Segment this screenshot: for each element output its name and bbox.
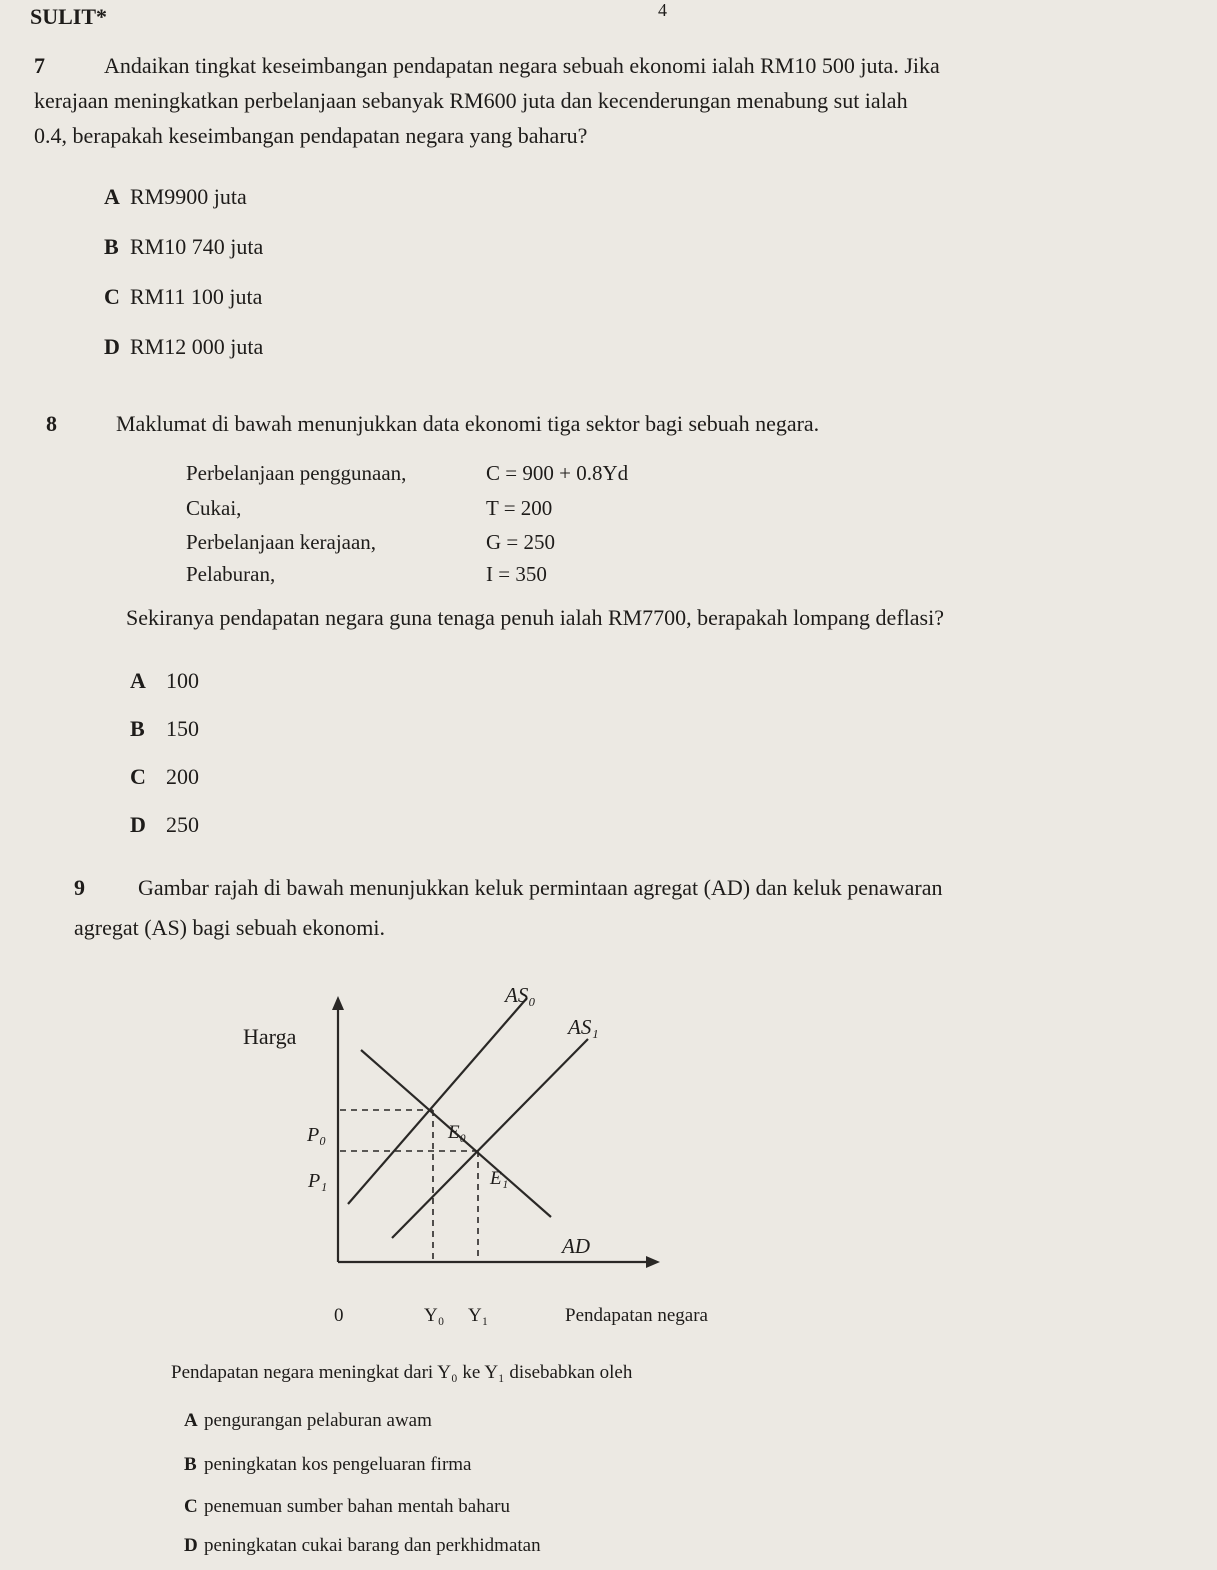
q9-option-a[interactable]: A pengurangan pelaburan awam: [184, 1410, 432, 1431]
q8-question: Sekiranya pendapatan negara guna tenaga penuh ialah RM7700, berapakah lompang deflasi?: [126, 605, 944, 630]
y1-label: Y₁: [468, 1305, 489, 1326]
x-axis-arrow-icon: [646, 1256, 660, 1268]
as0-label: AS₀: [505, 983, 536, 1007]
q8-number: 8: [46, 411, 57, 436]
q9-line2: agregat (AS) bagi sebuah ekonomi.: [74, 915, 385, 940]
q8-stem: 8 Maklumat di bawah menunjukkan data ekonomi tiga sektor bagi sebuah negara.: [46, 406, 819, 441]
q7-line1: 7 Andaikan tingkat keseimbangan pendapatan negara sebuah ekonomi ialah RM10 500 juta. Jika: [34, 48, 940, 83]
q8-option-d[interactable]: D 250: [130, 812, 199, 837]
y-axis-label: Harga: [243, 1024, 297, 1049]
y0-label: Y₀: [424, 1305, 445, 1326]
p0-label: P₀: [307, 1124, 327, 1146]
q7-option-a[interactable]: A RM9900 juta: [104, 184, 247, 209]
e1-label: E₁: [490, 1168, 509, 1189]
q8-option-c[interactable]: C 200: [130, 764, 199, 789]
q9-line1: 9 Gambar rajah di bawah menunjukkan keluk permintaan agregat (AD) dan keluk penawaran: [74, 870, 943, 905]
q9-number: 9: [74, 875, 85, 900]
e0-label: E₀: [448, 1122, 467, 1143]
q8-data-row: Pelaburan, I = 350: [186, 562, 547, 586]
p1-label: P₁: [308, 1170, 328, 1192]
q9-option-d[interactable]: D peningkatan cukai barang dan perkhidmatan: [184, 1535, 541, 1556]
as1-curve: [392, 1039, 588, 1238]
q7-line3: 0.4, berapakah keseimbangan pendapatan negara yang baharu?: [34, 123, 588, 148]
q9-option-c[interactable]: C penemuan sumber bahan mentah baharu: [184, 1496, 510, 1517]
q8-data-row: Perbelanjaan penggunaan, C = 900 + 0.8Yd: [186, 461, 629, 485]
q8-data-row: Perbelanjaan kerajaan, G = 250: [186, 530, 556, 554]
as1-label: AS₁: [568, 1015, 599, 1039]
ad-label: AD: [562, 1234, 590, 1258]
q9-question: Pendapatan negara meningkat dari Y₀ ke Y₁ disebabkan oleh: [171, 1362, 633, 1383]
q9-option-b[interactable]: B peningkatan kos pengeluaran firma: [184, 1454, 472, 1475]
q7-number: 7: [34, 53, 45, 78]
q7-option-c[interactable]: C RM11 100 juta: [104, 284, 263, 309]
q8-data-row: Cukai, T = 200: [186, 496, 553, 520]
q8-option-b[interactable]: B 150: [130, 716, 199, 741]
q7-option-d[interactable]: D RM12 000 juta: [104, 334, 264, 359]
x-axis-label: Pendapatan negara: [565, 1305, 708, 1326]
q7-option-b[interactable]: B RM10 740 juta: [104, 234, 264, 259]
q7-line2: kerajaan meningkatkan perbelanjaan sebanyak RM600 juta dan kecenderungan menabung sut ialah: [34, 88, 908, 113]
origin-label: 0: [334, 1305, 344, 1326]
q8-option-a[interactable]: A 100: [130, 668, 199, 693]
header-sulit: SULIT*: [30, 4, 108, 29]
y-axis-arrow-icon: [332, 996, 344, 1010]
page-number: 4: [658, 0, 667, 20]
